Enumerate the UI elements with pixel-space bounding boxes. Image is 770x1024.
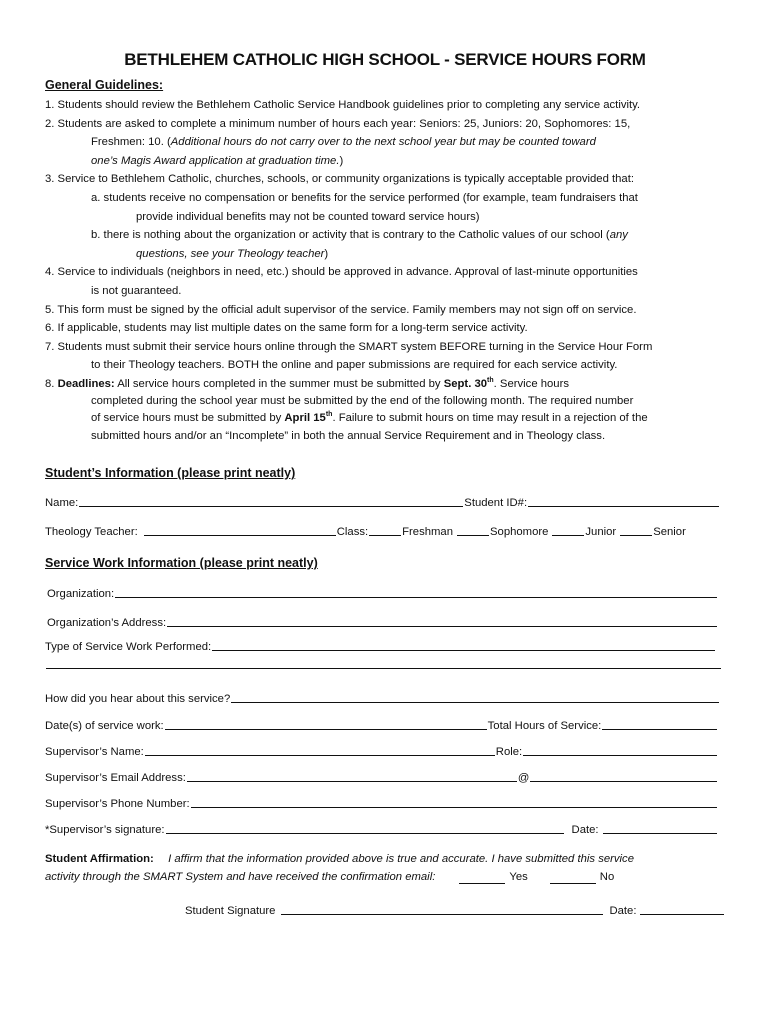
sophomore-option: Sophomore — [490, 526, 549, 538]
supervisor-signature-row — [45, 824, 718, 836]
supervisor-date-label: Date: — [571, 824, 599, 836]
guideline-8-cont: completed during the school year must be submitted by the end of the following month. The required number — [91, 394, 634, 407]
guideline-2-paren: ) — [339, 154, 344, 167]
affirmation-text-1: I affirm that the information provided above is true and accurate. I have submitted this service — [168, 853, 634, 865]
junior-option: Junior — [585, 526, 617, 538]
supervisor-signature-field[interactable] — [166, 832, 564, 834]
guideline-3b-text: b. there is nothing about the organization or activity that is contrary to the Catholic values of our school ( — [91, 229, 610, 242]
student-affirmation — [45, 850, 725, 886]
role-label: Role: — [495, 746, 523, 758]
dates-field[interactable] — [165, 728, 487, 730]
guideline-3b-cont — [45, 245, 727, 264]
type-field-extra[interactable] — [46, 667, 721, 669]
guideline-2-italic2: one’s Magis Award application at graduation time. — [91, 154, 340, 167]
no-option: No — [599, 871, 615, 883]
yes-blank[interactable] — [459, 882, 505, 884]
guideline-3b-italic: any — [609, 229, 628, 242]
student-signature-field[interactable] — [281, 913, 603, 915]
guideline-8-text3: of service hours must be submitted by — [91, 412, 285, 425]
student-date-field[interactable] — [640, 913, 724, 915]
student-info-heading: Student’s Information (please print neatly) — [45, 466, 296, 480]
guideline-5: 5. This form must be signed by the official adult supervisor of the service. Family members may not sign off on service. — [45, 303, 637, 316]
supervisor-email-label: Supervisor’s Email Address: — [45, 772, 186, 784]
affirmation-label: Student Affirmation: — [45, 853, 154, 865]
dates-row — [45, 720, 718, 732]
freshman-option: Freshman — [402, 526, 453, 538]
heard-row — [45, 693, 720, 705]
type-field[interactable] — [212, 649, 715, 651]
address-row — [47, 617, 718, 629]
affirmation-text-2: activity through the SMART System and have received the confirmation email: — [45, 871, 436, 883]
guideline-8-text2: . Service hours — [493, 377, 570, 390]
guideline-4-cont: is not guaranteed. — [91, 284, 182, 297]
organization-label: Organization: — [47, 588, 115, 600]
supervisor-email-row — [45, 772, 718, 784]
guideline-8-cont3: submitted hours and/or an “Incomplete” in both the annual Service Requirement and in Theology class. — [91, 429, 606, 442]
guideline-2-cont — [45, 133, 727, 152]
guideline-8-num: 8. — [45, 377, 58, 390]
guideline-3a: a. students receive no compensation or benefits for the service performed (for example, team fundraisers that — [91, 191, 638, 204]
guideline-1: 1. Students should review the Bethlehem Catholic Service Handbook guidelines prior to completing any service activity. — [45, 99, 641, 111]
teacher-class-row — [45, 526, 720, 538]
supervisor-signature-label: *Supervisor’s signature: — [45, 824, 165, 836]
deadline-sept-sup: th — [487, 377, 494, 385]
heard-field[interactable] — [231, 701, 719, 703]
address-label: Organization’s Address: — [47, 617, 167, 629]
supervisor-phone-field[interactable] — [191, 806, 717, 808]
type-row-extra — [45, 667, 722, 671]
type-label: Type of Service Work Performed: — [45, 641, 212, 653]
no-blank[interactable] — [550, 882, 596, 884]
name-label: Name: — [45, 497, 79, 509]
student-signature-row — [185, 905, 725, 917]
guideline-8 — [45, 375, 727, 393]
sophomore-blank[interactable] — [457, 534, 489, 536]
guideline-8-text: All service hours completed in the summer must be submitted by — [114, 377, 444, 390]
guideline-8-text4: . Failure to submit hours on time may result in a rejection of the — [332, 412, 648, 425]
guideline-2: 2. Students are asked to complete a minimum number of hours each year: Seniors: 25, Juniors: 20, Sophomores: 15, — [45, 117, 631, 130]
deadlines-label: Deadlines: — [57, 377, 115, 390]
deadline-april-date: April 15 — [284, 412, 326, 425]
guideline-2-cont2 — [45, 152, 727, 171]
senior-option: Senior — [653, 526, 686, 538]
at-sign: @ — [517, 772, 530, 784]
junior-blank[interactable] — [552, 534, 584, 536]
guideline-3a-cont: provide individual benefits may not be counted toward service hours) — [136, 210, 480, 223]
deadline-sept-date: Sept. 30 — [443, 377, 488, 390]
total-hours-label: Total Hours of Service: — [487, 720, 602, 732]
deadline-april-sup: th — [325, 411, 333, 419]
guideline-4: 4. Service to individuals (neighbors in need, etc.) should be approved in advance. Approval of last-minute opportunities — [45, 266, 638, 279]
freshman-blank[interactable] — [369, 534, 401, 536]
student-id-label: Student ID#: — [464, 497, 528, 509]
guideline-6: 6. If applicable, students may list multiple dates on the same form for a long-term service activity. — [45, 322, 528, 335]
role-field[interactable] — [523, 754, 717, 756]
student-date-label: Date: — [609, 905, 637, 917]
supervisor-name-label: Supervisor’s Name: — [45, 746, 144, 758]
guideline-2-italic: Additional hours do not carry over to the next school year but may be counted toward — [170, 136, 596, 149]
guideline-7-cont: to their Theology teachers. BOTH the online and paper submissions are required for each service activity. — [91, 359, 618, 372]
guideline-8-cont2 — [45, 410, 727, 428]
address-field[interactable] — [167, 625, 717, 627]
theology-teacher-label: Theology Teacher: — [45, 526, 138, 538]
theology-teacher-field[interactable] — [144, 534, 336, 536]
guideline-3: 3. Service to Bethlehem Catholic, churches, schools, or community organizations is typically acceptable provided that: — [45, 173, 634, 186]
deadline-april — [284, 412, 332, 424]
affirmation-line-1 — [45, 850, 725, 868]
guideline-3b — [45, 226, 727, 245]
student-signature-label: Student Signature — [185, 905, 276, 917]
organization-field[interactable] — [115, 596, 717, 598]
deadline-sept — [444, 378, 494, 390]
guidelines-list — [45, 96, 727, 445]
student-id-field[interactable] — [528, 505, 719, 507]
student-name-row — [45, 497, 720, 509]
yes-option: Yes — [509, 871, 528, 883]
email-domain-field[interactable] — [530, 780, 717, 782]
supervisor-name-field[interactable] — [145, 754, 495, 756]
guideline-3b-italic2: questions, see your Theology teacher — [136, 247, 325, 260]
affirmation-line-2 — [45, 868, 725, 886]
total-hours-field[interactable] — [602, 728, 717, 730]
form-title: BETHLEHEM CATHOLIC HIGH SCHOOL - SERVICE HOURS FORM — [124, 50, 646, 69]
guideline-3b-paren: ) — [324, 247, 329, 260]
service-info-heading: Service Work Information (please print neatly) — [45, 556, 318, 570]
supervisor-phone-label: Supervisor’s Phone Number: — [45, 798, 190, 810]
supervisor-name-row — [45, 746, 718, 758]
dates-label: Date(s) of service work: — [45, 720, 164, 732]
type-row — [45, 641, 716, 653]
name-field[interactable] — [79, 505, 463, 507]
guidelines-heading: General Guidelines: — [45, 78, 164, 92]
class-label: Class: — [336, 526, 369, 538]
organization-row — [47, 588, 718, 600]
supervisor-phone-row — [45, 798, 718, 810]
heard-label: How did you hear about this service? — [45, 693, 231, 705]
guideline-7: 7. Students must submit their service hours online through the SMART system BEFORE turning in the Service Hour Form — [45, 340, 653, 353]
senior-blank[interactable] — [620, 534, 652, 536]
guideline-2-text: Freshmen: 10. ( — [91, 136, 171, 149]
email-user-field[interactable] — [187, 780, 517, 782]
supervisor-date-field[interactable] — [603, 832, 717, 834]
